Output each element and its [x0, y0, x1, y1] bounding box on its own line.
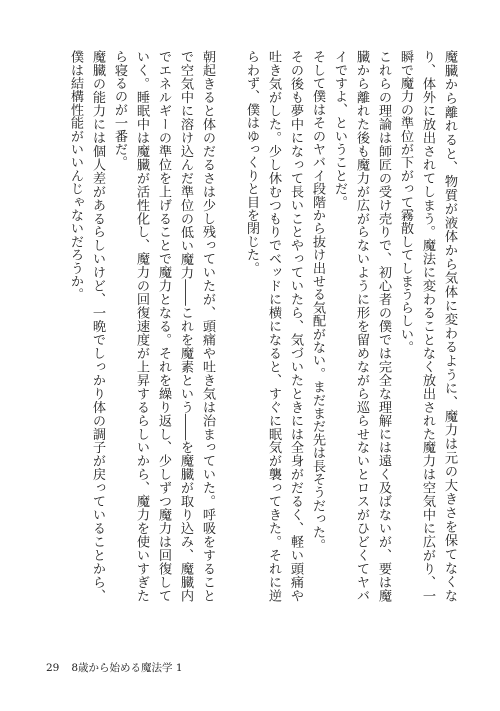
- page-number: 29: [46, 662, 60, 674]
- paragraph-3: そして僕はそのヤバイ段階から抜け出せる気配がない。まだまだ先は長そうだった。: [310, 50, 325, 552]
- paragraph-6: 魔臓の能力には個人差があるらしいけど、一晩でしっかり体の調子が戻っていることから、僕は結構性能がいいんじゃないだろうか。: [68, 50, 105, 602]
- page-footer: [46, 660, 183, 675]
- vertical-text-body: [64, 50, 460, 602]
- book-title: 8歳から始める魔法学 1: [71, 662, 183, 674]
- paragraph-4: その後も夢中になって長いことやっていたら、気づいたときには全身がだるく、軽い頭痛や吐き気がした。少し休むつもりでベッドに横になると、すぐに眠気が襲ってきた。それに逆らわず、僕はゆっくりと目を閉じた。: [244, 50, 303, 602]
- paragraph-5: 朝起きると体のだるさは少し残っていたが、頭痛や吐き気は治まっていた。呼吸をすることで空気中に溶け込んだ準位の低い魔力――これを魔素という――を魔臓が取り込み、魔臓内でエネルギーの準位を上げることで魔力となる。それを繰り返し、少しずつ魔力は回復していく。睡眠中は魔臓が活性化し、魔力の回復速度が上昇するらしいから、魔力を使いすぎたら寝るのが一番だ。: [112, 50, 215, 602]
- paragraph-1: 魔臓から離れると、物質が液体から気体に変わるように、魔力は元の大きさを保てなくなり、体外に放出されてしまう。魔法に変わることなく放出された魔力は空気中に広がり、一瞬で魔力の準位が下がって霧散してしまうらしい。: [398, 50, 457, 602]
- paragraph-spacer: [218, 50, 240, 51]
- paragraph-2: これらの理論は師匠の受け売りで、初心者の僕では完全な理解には遠く及ばないが、要は魔臓から離れた後も魔力が広がらないように形を留めながら巡らせないとロスがひどくてヤバイですよ、ということだ。: [332, 50, 391, 602]
